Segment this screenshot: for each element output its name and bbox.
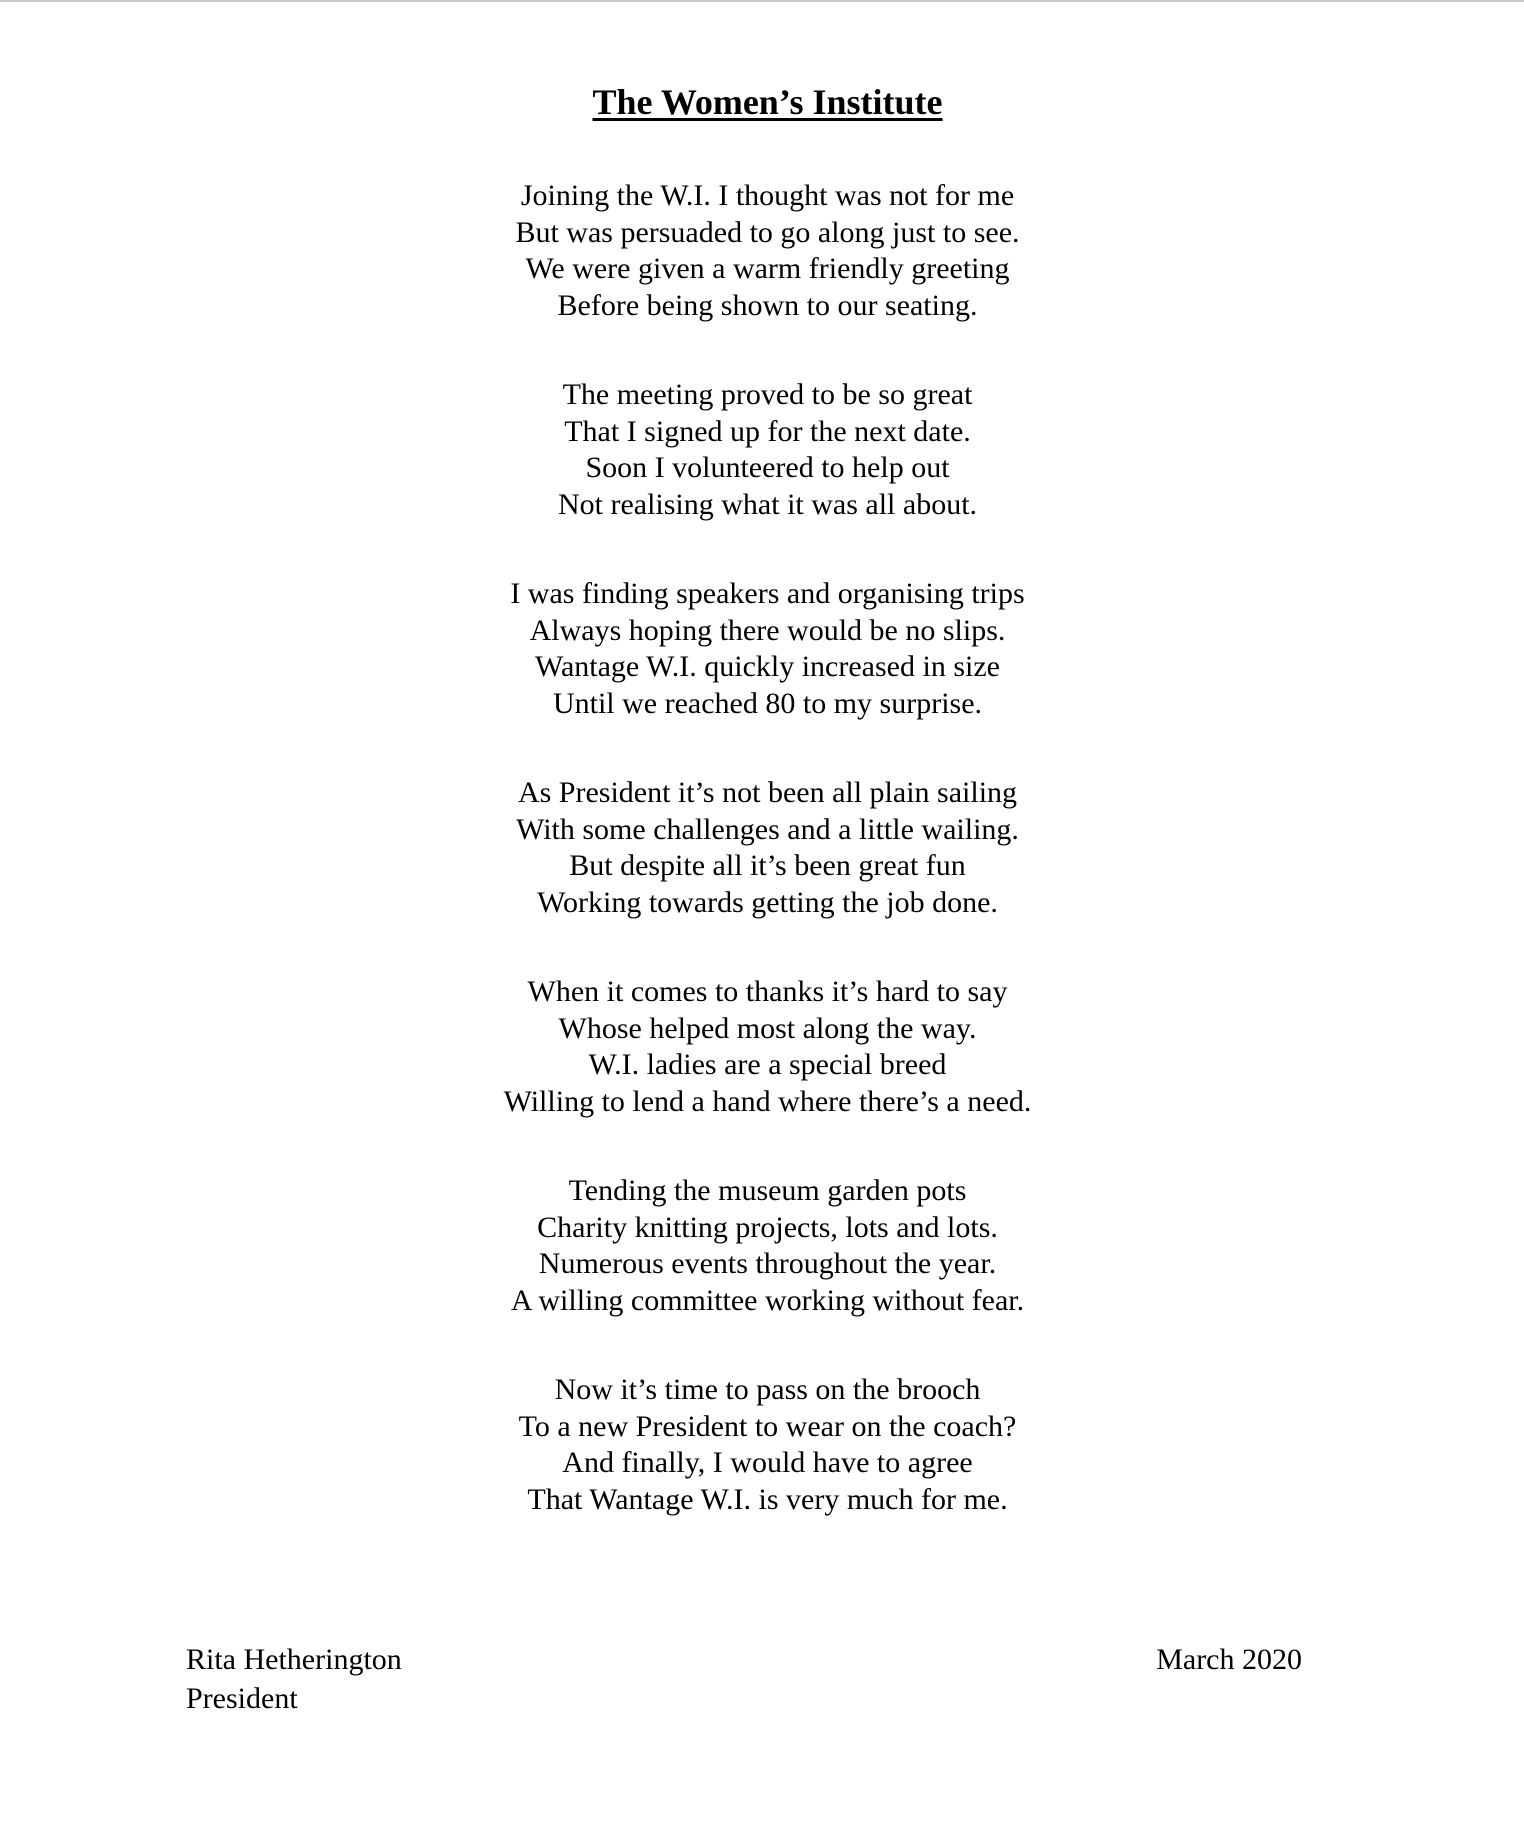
poem-line: Willing to lend a hand where there’s a need. [503,1084,1032,1118]
poem-line: Whose helped most along the way. [558,1011,977,1045]
poem-line: Working towards getting the job done. [537,885,998,919]
poem-line: That Wantage W.I. is very much for me. [527,1482,1008,1516]
poem-line: W.I. ladies are a special breed [588,1048,947,1081]
author-signoff [186,1640,402,1718]
poem-line: When it comes to thanks it’s hard to say [527,975,1008,1008]
poem-line: Tending the museum garden pots [568,1174,967,1207]
poem-line: Numerous events throughout the year. [538,1247,997,1280]
poem-line: Until we reached 80 to my surprise. [552,686,983,720]
stanza-6 [0,1173,1524,1372]
author-name: Rita Hetherington [186,1643,402,1676]
poem-line: But was persuaded to go along just to see. [515,215,1020,249]
poem-line: Now it’s time to pass on the brooch [554,1373,981,1406]
stanza-5 [0,974,1524,1173]
poem-line: I was finding speakers and organising trips [510,577,1025,610]
poem-line: Always hoping there would be no slips. [529,613,1006,647]
poem-line: Not realising what it was all about. [557,487,978,521]
stanza-2 [0,377,1524,576]
poem-title: The Women’s Institute [592,82,943,122]
poem-line: We were given a warm friendly greeting [525,252,1010,285]
poem-line: A willing committee working without fear. [510,1283,1025,1317]
poem-line: The meeting proved to be so great [562,378,973,411]
author-role: President [186,1682,298,1715]
poem-line: Charity knitting projects, lots and lots. [537,1210,998,1244]
stanza-3 [0,576,1524,775]
stanza-7 [0,1372,1524,1571]
poem-line: To a new President to wear on the coach? [518,1409,1017,1443]
poem-line: Joining the W.I. I thought was not for me [520,179,1015,212]
poem-line: And finally, I would have to agree [562,1446,973,1479]
poem-line: As President it’s not been all plain sailing [517,776,1018,809]
poem-line: With some challenges and a little wailing. [516,812,1019,846]
poem-line: That I signed up for the next date. [564,414,971,448]
poem-line: But despite all it’s been great fun [569,849,966,882]
poem-line: Before being shown to our seating. [557,288,978,322]
stanza-1 [0,178,1524,377]
poem-line: Wantage W.I. quickly increased in size [535,650,1000,683]
poem-line: Soon I volunteered to help out [585,451,950,484]
poem-date: March 2020 [1156,1643,1302,1676]
stanza-4 [0,775,1524,974]
poem-body [0,178,1524,1571]
